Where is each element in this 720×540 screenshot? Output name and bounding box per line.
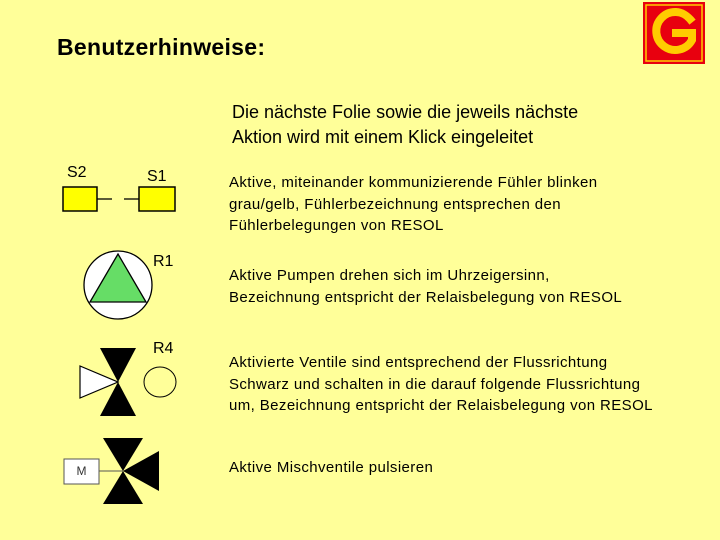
desc-line: Aktive Pumpen drehen sich im Uhrzeigersinn, bbox=[229, 267, 550, 284]
desc-line: Aktive Mischventile pulsieren bbox=[229, 459, 434, 476]
valve-icon bbox=[80, 348, 176, 416]
desc-line: Schwarz und schalten in die darauf folgende Flussrichtung bbox=[229, 375, 641, 393]
page-title: Benutzerhinweise: bbox=[57, 34, 266, 60]
intro-line: Die nächste Folie sowie die jeweils nächste bbox=[232, 102, 579, 122]
pump-label-r1: R1 bbox=[153, 253, 174, 270]
desc-line: Bezeichnung entspricht der Relaisbelegung von RESOL bbox=[229, 288, 623, 306]
desc-line: Fühlerbelegungen von RESOL bbox=[229, 217, 444, 234]
mixer-description bbox=[229, 457, 433, 479]
intro-line: Aktion wird mit einem Klick eingeleitet bbox=[232, 127, 534, 147]
desc-line: um, Bezeichnung entspricht der Relaisbelegung von RESOL bbox=[229, 397, 653, 414]
desc-line: grau/gelb, Fühlerbezeichnung entsprechen den bbox=[229, 195, 561, 213]
pump-description bbox=[229, 265, 622, 308]
desc-line: Aktive, miteinander kommunizierende Fühler blinken bbox=[229, 174, 598, 191]
valve-description bbox=[229, 352, 653, 417]
sensor-s1-icon bbox=[124, 187, 175, 211]
valve-label-r4: R4 bbox=[153, 340, 174, 357]
sensor-description bbox=[229, 172, 598, 237]
desc-line: Aktivierte Ventile sind entsprechend der Flussrichtung bbox=[229, 354, 608, 371]
sensor-s2-icon bbox=[63, 187, 112, 211]
sensor-label-s1: S1 bbox=[147, 168, 167, 185]
sensor-label-s2: S2 bbox=[67, 164, 87, 181]
pump-icon bbox=[84, 251, 152, 319]
motor-label: M bbox=[76, 464, 87, 478]
